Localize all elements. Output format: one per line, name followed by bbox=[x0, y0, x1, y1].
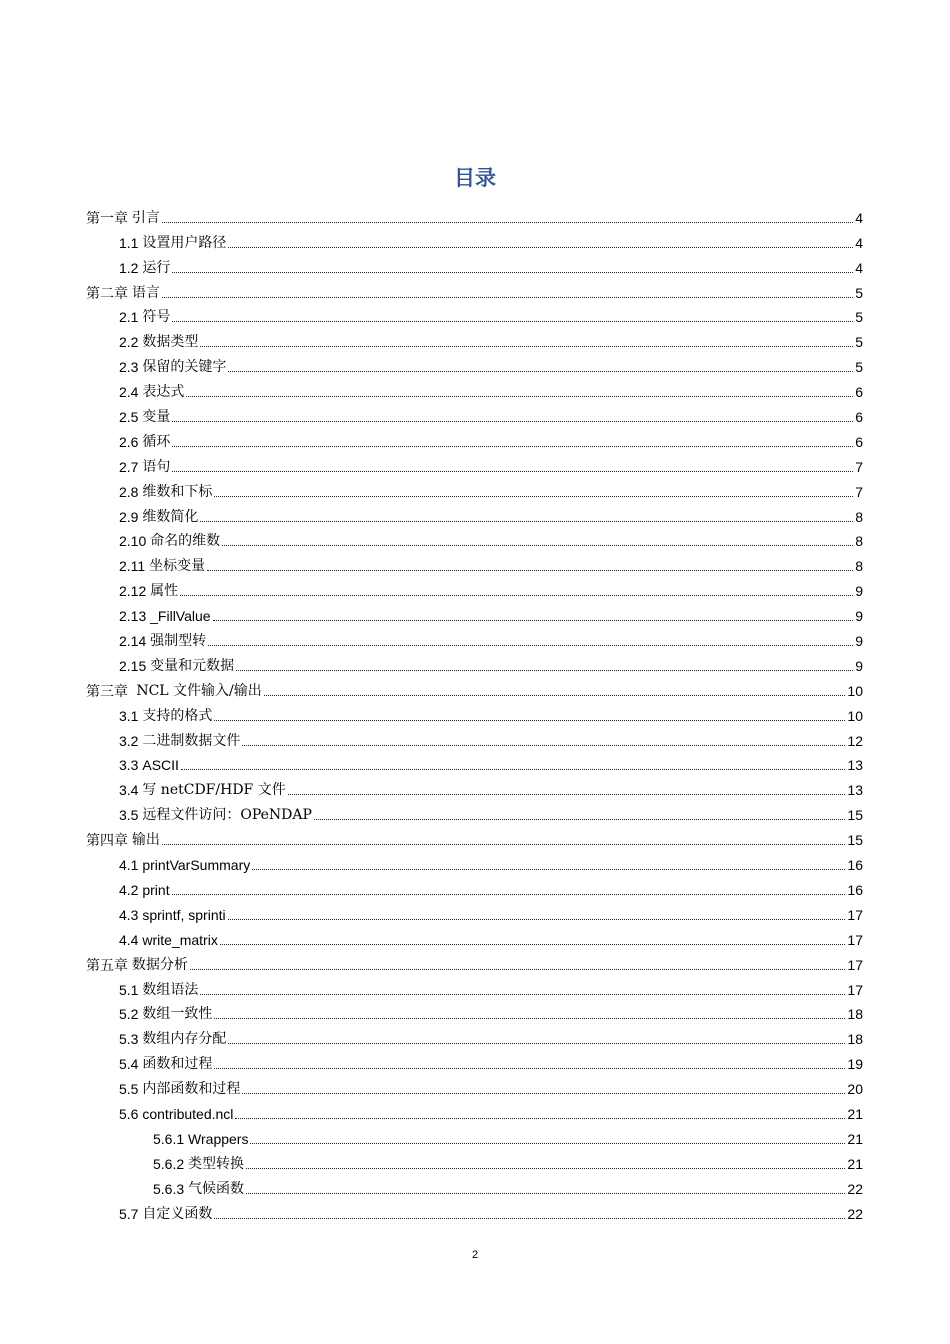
toc-entry-number: 3.1 bbox=[119, 707, 143, 724]
toc-entry-text: 语言 bbox=[131, 284, 160, 301]
toc-dot-leader bbox=[172, 272, 853, 273]
toc-entry-number: 5.6 bbox=[119, 1105, 143, 1122]
toc-entry-number: 4.2 bbox=[119, 881, 143, 898]
toc-dot-leader bbox=[162, 297, 853, 298]
toc-dot-leader bbox=[172, 321, 853, 322]
toc-entry[interactable] bbox=[86, 1023, 863, 1048]
toc-dot-leader bbox=[246, 1168, 845, 1169]
toc-entry-page: 18 bbox=[847, 1006, 863, 1023]
toc-dot-leader bbox=[214, 1018, 845, 1019]
toc-entry-page: 4 bbox=[855, 259, 863, 276]
toc-entry-text: 类型转换 bbox=[188, 1155, 245, 1172]
toc-entry-page: 13 bbox=[847, 757, 863, 774]
toc-entry[interactable] bbox=[86, 974, 863, 999]
toc-entry-text: 气候函数 bbox=[188, 1180, 245, 1197]
toc-dot-leader bbox=[246, 1193, 845, 1194]
toc-entry-number: 3.5 bbox=[119, 807, 143, 824]
toc-dot-leader bbox=[222, 545, 853, 546]
toc-entry-number: 2.1 bbox=[119, 309, 143, 326]
toc-entry-page: 5 bbox=[855, 334, 863, 351]
toc-entry-number: 2.14 bbox=[119, 633, 151, 650]
toc-dot-leader bbox=[228, 919, 846, 920]
toc-entry-text: 二进制数据文件 bbox=[142, 732, 241, 749]
toc-entry-page: 8 bbox=[855, 533, 863, 550]
page-number: 2 bbox=[471, 1249, 479, 1261]
toc-entry-text: 维数和下标 bbox=[142, 483, 213, 500]
toc-entry[interactable] bbox=[86, 277, 863, 302]
toc-entry-page: 21 bbox=[847, 1155, 863, 1172]
toc-entry-text: 符号 bbox=[142, 309, 171, 326]
toc-dot-leader bbox=[264, 695, 846, 696]
toc-entry[interactable] bbox=[86, 426, 863, 451]
toc-entry-number: 第五章 bbox=[86, 956, 132, 973]
toc-entry-text: 写 netCDF/HDF 文件 bbox=[142, 782, 286, 799]
toc-dot-leader bbox=[220, 944, 846, 945]
toc-entry-page: 17 bbox=[847, 906, 863, 923]
toc-entry[interactable] bbox=[86, 1098, 863, 1123]
toc-entry-text: contributed.ncl bbox=[142, 1105, 234, 1122]
toc-entry-page: 4 bbox=[855, 234, 863, 251]
toc-entry-text: 引言 bbox=[131, 209, 160, 226]
toc-entry[interactable] bbox=[86, 526, 863, 551]
toc-dot-leader bbox=[200, 994, 845, 995]
toc-entry-page: 8 bbox=[855, 508, 863, 525]
toc-dot-leader bbox=[181, 769, 845, 770]
toc-entry-page: 5 bbox=[855, 309, 863, 326]
toc-entry-page: 22 bbox=[847, 1205, 863, 1222]
toc-entry-text: 远程文件访问：OPeNDAP bbox=[142, 807, 312, 824]
toc-entry-text: 强制型转 bbox=[150, 633, 207, 650]
toc-entry[interactable] bbox=[86, 476, 863, 501]
toc-entry-number: 5.4 bbox=[119, 1056, 143, 1073]
toc-entry-number: 2.3 bbox=[119, 359, 143, 376]
toc-entry-page: 17 bbox=[847, 931, 863, 948]
toc-dot-leader bbox=[172, 446, 853, 447]
toc-entry[interactable] bbox=[86, 824, 863, 849]
toc-dot-leader bbox=[228, 1043, 845, 1044]
toc-dot-leader bbox=[214, 720, 845, 721]
toc-entry-text: 数组语法 bbox=[142, 981, 199, 998]
toc-entry-text: ASCII bbox=[142, 757, 179, 774]
toc-entry[interactable] bbox=[86, 376, 863, 401]
toc-entry-number: 5.6.1 bbox=[153, 1130, 189, 1147]
toc-dot-leader bbox=[214, 1218, 845, 1219]
toc-entry[interactable] bbox=[86, 401, 863, 426]
toc-dot-leader bbox=[207, 570, 853, 571]
toc-entry[interactable] bbox=[86, 1148, 863, 1173]
toc-entry-text: 变量 bbox=[142, 409, 171, 426]
toc-entry[interactable] bbox=[86, 774, 863, 799]
toc-dot-leader bbox=[200, 346, 853, 347]
toc-entry-number: 4.3 bbox=[119, 906, 143, 923]
toc-entry-page: 6 bbox=[855, 433, 863, 450]
toc-entry-number: 2.2 bbox=[119, 334, 143, 351]
toc-entry-text: 数组内存分配 bbox=[142, 1031, 227, 1048]
toc-entry-page: 10 bbox=[847, 682, 863, 699]
toc-dot-leader bbox=[190, 969, 846, 970]
toc-entry-page: 15 bbox=[847, 832, 863, 849]
toc-entry[interactable] bbox=[86, 575, 863, 600]
toc-entry-number: 3.4 bbox=[119, 782, 143, 799]
toc-dot-leader bbox=[314, 819, 846, 820]
toc-dot-leader bbox=[235, 1118, 845, 1119]
toc-entry-text: 变量和元数据 bbox=[150, 657, 235, 674]
toc-entry-number: 2.4 bbox=[119, 384, 143, 401]
toc-entry-number: 4.4 bbox=[119, 931, 143, 948]
toc-dot-leader bbox=[228, 247, 853, 248]
toc-entry-number: 5.6.2 bbox=[153, 1155, 189, 1172]
table-of-contents bbox=[86, 202, 863, 1223]
toc-entry[interactable] bbox=[86, 899, 863, 924]
toc-entry-text: print bbox=[142, 881, 170, 898]
toc-entry[interactable] bbox=[86, 650, 863, 675]
toc-entry-page: 6 bbox=[855, 409, 863, 426]
toc-entry-page: 6 bbox=[855, 384, 863, 401]
toc-entry-text: 内部函数和过程 bbox=[142, 1081, 241, 1098]
toc-entry-number: 5.6.3 bbox=[153, 1180, 189, 1197]
toc-entry[interactable] bbox=[86, 799, 863, 824]
toc-entry-text: 数据类型 bbox=[142, 334, 199, 351]
toc-entry-text: 数据分析 bbox=[131, 956, 188, 973]
toc-entry-text: 维数简化 bbox=[142, 508, 199, 525]
toc-entry-text: 数组一致性 bbox=[142, 1006, 213, 1023]
toc-entry-number: 1.2 bbox=[119, 259, 143, 276]
toc-entry-page: 10 bbox=[847, 707, 863, 724]
toc-dot-leader bbox=[162, 222, 853, 223]
toc-entry-text: 表达式 bbox=[142, 384, 185, 401]
toc-entry[interactable] bbox=[86, 700, 863, 725]
toc-entry-number: 2.13 bbox=[119, 608, 151, 625]
toc-entry-text: NCL 文件输入/输出 bbox=[131, 682, 262, 699]
toc-entry[interactable] bbox=[86, 1073, 863, 1098]
toc-entry-number: 第三章 bbox=[86, 682, 132, 699]
toc-entry[interactable] bbox=[86, 326, 863, 351]
toc-entry[interactable] bbox=[86, 252, 863, 277]
toc-entry-page: 12 bbox=[847, 732, 863, 749]
toc-dot-leader bbox=[214, 496, 853, 497]
toc-dot-leader bbox=[200, 521, 853, 522]
toc-entry[interactable] bbox=[86, 874, 863, 899]
toc-entry-number: 5.2 bbox=[119, 1006, 143, 1023]
toc-entry[interactable] bbox=[86, 600, 863, 625]
toc-entry-number: 第二章 bbox=[86, 284, 132, 301]
toc-entry-number: 2.6 bbox=[119, 433, 143, 450]
toc-entry-page: 8 bbox=[855, 558, 863, 575]
toc-dot-leader bbox=[213, 620, 853, 621]
toc-entry-text: 设置用户路径 bbox=[142, 234, 227, 251]
toc-dot-leader bbox=[162, 844, 846, 845]
toc-entry-text: 自定义函数 bbox=[142, 1205, 213, 1222]
toc-entry-page: 21 bbox=[847, 1105, 863, 1122]
toc-dot-leader bbox=[242, 1093, 845, 1094]
toc-entry-text: sprintf, sprinti bbox=[142, 906, 226, 923]
toc-entry[interactable] bbox=[86, 501, 863, 526]
toc-entry[interactable] bbox=[86, 302, 863, 327]
toc-entry-number: 5.5 bbox=[119, 1081, 143, 1098]
toc-entry-page: 9 bbox=[855, 657, 863, 674]
toc-entry-page: 18 bbox=[847, 1031, 863, 1048]
toc-entry-page: 7 bbox=[855, 483, 863, 500]
toc-entry-number: 2.15 bbox=[119, 657, 151, 674]
toc-entry[interactable] bbox=[86, 1048, 863, 1073]
toc-entry-page: 9 bbox=[855, 608, 863, 625]
toc-entry[interactable] bbox=[86, 227, 863, 252]
toc-entry-number: 2.10 bbox=[119, 533, 151, 550]
toc-entry[interactable] bbox=[86, 202, 863, 227]
toc-dot-leader bbox=[228, 371, 853, 372]
toc-entry-text: _FillValue bbox=[150, 608, 211, 625]
toc-entry-number: 2.12 bbox=[119, 583, 151, 600]
toc-entry-number: 2.7 bbox=[119, 458, 143, 475]
toc-entry[interactable] bbox=[86, 924, 863, 949]
toc-dot-leader bbox=[208, 645, 853, 646]
toc-entry[interactable] bbox=[86, 1173, 863, 1198]
toc-entry-page: 15 bbox=[847, 807, 863, 824]
toc-dot-leader bbox=[172, 471, 853, 472]
toc-entry-text: 循环 bbox=[142, 433, 171, 450]
toc-entry-text: 属性 bbox=[150, 583, 179, 600]
toc-entry-text: 运行 bbox=[142, 259, 171, 276]
toc-dot-leader bbox=[252, 869, 845, 870]
toc-entry-page: 20 bbox=[847, 1081, 863, 1098]
toc-entry-text: Wrappers bbox=[188, 1130, 249, 1147]
toc-entry[interactable] bbox=[86, 999, 863, 1024]
toc-entry-number: 5.7 bbox=[119, 1205, 143, 1222]
toc-entry-number: 4.1 bbox=[119, 857, 143, 874]
toc-dot-leader bbox=[236, 670, 853, 671]
toc-entry[interactable] bbox=[86, 451, 863, 476]
toc-dot-leader bbox=[172, 894, 846, 895]
toc-dot-leader bbox=[242, 745, 845, 746]
toc-entry-page: 7 bbox=[855, 458, 863, 475]
toc-entry[interactable] bbox=[86, 625, 863, 650]
toc-entry-page: 5 bbox=[855, 359, 863, 376]
toc-entry-number: 3.3 bbox=[119, 757, 143, 774]
toc-entry-number: 1.1 bbox=[119, 234, 143, 251]
toc-entry-text: write_matrix bbox=[142, 931, 218, 948]
toc-entry-text: 坐标变量 bbox=[149, 558, 206, 575]
toc-entry-number: 2.8 bbox=[119, 483, 143, 500]
toc-entry-page: 17 bbox=[847, 956, 863, 973]
toc-entry-page: 5 bbox=[855, 284, 863, 301]
toc-entry-page: 21 bbox=[847, 1130, 863, 1147]
toc-entry[interactable] bbox=[86, 1198, 863, 1223]
toc-entry-number: 2.9 bbox=[119, 508, 143, 525]
toc-entry[interactable] bbox=[86, 725, 863, 750]
toc-entry-page: 9 bbox=[855, 633, 863, 650]
toc-entry-text: 输出 bbox=[131, 832, 160, 849]
toc-entry[interactable] bbox=[86, 750, 863, 775]
toc-entry[interactable] bbox=[86, 550, 863, 575]
toc-dot-leader bbox=[186, 396, 853, 397]
toc-title: 目录 bbox=[454, 166, 496, 190]
toc-entry-page: 16 bbox=[847, 857, 863, 874]
toc-entry-text: printVarSummary bbox=[142, 857, 251, 874]
toc-entry-page: 4 bbox=[855, 209, 863, 226]
toc-entry-text: 支持的格式 bbox=[142, 707, 213, 724]
toc-entry[interactable] bbox=[86, 675, 863, 700]
toc-entry-text: 命名的维数 bbox=[150, 533, 221, 550]
toc-entry-number: 第一章 bbox=[86, 209, 132, 226]
toc-entry[interactable] bbox=[86, 949, 863, 974]
toc-entry-number: 2.11 bbox=[119, 558, 150, 575]
toc-entry-page: 17 bbox=[847, 981, 863, 998]
toc-entry-page: 22 bbox=[847, 1180, 863, 1197]
toc-dot-leader bbox=[250, 1143, 845, 1144]
toc-entry-number: 2.5 bbox=[119, 409, 143, 426]
toc-entry-number: 第四章 bbox=[86, 832, 132, 849]
toc-entry-page: 9 bbox=[855, 583, 863, 600]
toc-entry-text: 函数和过程 bbox=[142, 1056, 213, 1073]
toc-dot-leader bbox=[180, 595, 853, 596]
toc-dot-leader bbox=[214, 1068, 845, 1069]
toc-entry-page: 13 bbox=[847, 782, 863, 799]
toc-entry[interactable] bbox=[86, 1123, 863, 1148]
toc-dot-leader bbox=[288, 794, 846, 795]
toc-entry-text: 语句 bbox=[142, 458, 171, 475]
toc-entry-number: 3.2 bbox=[119, 732, 143, 749]
toc-entry[interactable] bbox=[86, 351, 863, 376]
toc-entry-number: 5.1 bbox=[119, 981, 143, 998]
toc-entry-number: 5.3 bbox=[119, 1031, 143, 1048]
toc-entry-page: 19 bbox=[847, 1056, 863, 1073]
toc-entry[interactable] bbox=[86, 849, 863, 874]
toc-entry-text: 保留的关键字 bbox=[142, 359, 227, 376]
toc-dot-leader bbox=[172, 421, 853, 422]
toc-entry-page: 16 bbox=[847, 881, 863, 898]
